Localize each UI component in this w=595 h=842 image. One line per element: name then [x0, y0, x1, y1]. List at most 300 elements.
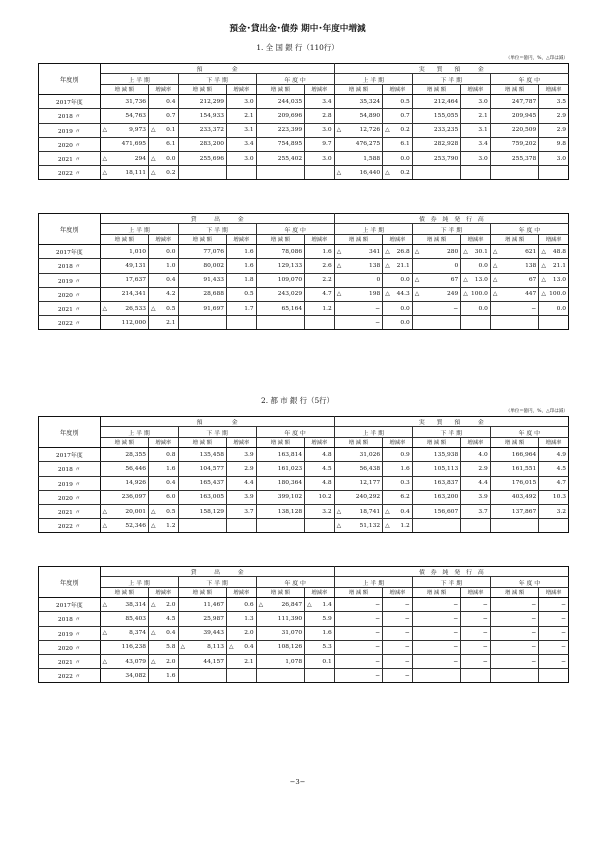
period-header: 下 半 期	[178, 427, 256, 437]
cell-value: 6.1	[166, 141, 176, 148]
cell-value: 4.4	[244, 480, 254, 487]
rate-cell	[539, 612, 569, 626]
amount-cell	[334, 245, 382, 259]
cell-value: 4.5	[166, 615, 176, 622]
cell-value: 112,000	[121, 319, 146, 326]
cell-value: 403,492	[511, 494, 537, 501]
rate-cell	[148, 137, 178, 151]
period-header: 上 半 期	[334, 74, 412, 84]
cell-value: 0.4	[400, 508, 410, 515]
cell-value: 283,200	[199, 141, 225, 148]
cell-value: 0.4	[166, 98, 176, 105]
rate-cell	[539, 476, 569, 490]
rate-header: 増減率	[539, 234, 569, 244]
amount-cell	[256, 151, 304, 165]
amount-cell	[412, 151, 460, 165]
rate-cell	[305, 166, 335, 180]
rate-cell	[305, 654, 335, 668]
cell-value: 54,890	[359, 112, 381, 119]
cell-value: 294	[134, 155, 146, 162]
rate-header: 増減率	[305, 437, 335, 447]
year-cell: 2019 〃	[39, 476, 101, 490]
amount-header: 増 減 額	[178, 587, 226, 597]
rate-cell	[383, 151, 413, 165]
amount-cell	[490, 245, 538, 259]
amount-cell	[412, 598, 460, 612]
amount-cell	[256, 504, 304, 518]
table-row	[39, 287, 569, 301]
cell-value: 43,079	[125, 658, 146, 665]
rate-cell	[148, 166, 178, 180]
cell-value: 1.6	[244, 262, 254, 269]
rate-cell	[461, 95, 491, 109]
cell-value: 476,275	[355, 141, 381, 148]
amount-cell	[412, 626, 460, 640]
cell-value: 233,235	[433, 127, 459, 134]
section-heading-all-banks: 1. 全 国 銀 行（110行）	[256, 43, 339, 52]
group-header: 貸 出 金	[100, 567, 334, 577]
cell-value: −	[453, 305, 459, 312]
cell-value: −	[482, 630, 488, 637]
cell-value: 0.0	[478, 262, 488, 269]
amount-cell	[412, 95, 460, 109]
period-header: 上 半 期	[100, 577, 178, 587]
rate-cell	[305, 640, 335, 654]
year-cell: 2020 〃	[39, 137, 101, 151]
cell-value: 447	[525, 291, 537, 298]
cell-value: −	[404, 672, 410, 679]
amount-cell	[100, 519, 148, 533]
cell-value: 1.6	[244, 248, 254, 255]
decrease-mark: △	[336, 248, 342, 255]
rate-cell	[461, 259, 491, 273]
amount-cell	[178, 640, 226, 654]
cell-value: 44.3	[396, 291, 410, 298]
amount-cell	[412, 273, 460, 287]
cell-value: −	[561, 658, 566, 665]
rate-cell	[227, 316, 257, 330]
decrease-mark: △	[463, 277, 468, 284]
cell-value: 13.0	[474, 277, 488, 284]
cell-value: 51,132	[359, 522, 381, 529]
group-header: 預 金	[100, 64, 334, 74]
amount-cell	[412, 316, 460, 330]
amount-header: 増 減 額	[412, 587, 460, 597]
decrease-mark: △	[463, 248, 468, 255]
cell-value: 0.0	[166, 155, 176, 162]
cell-value: 3.4	[322, 98, 332, 105]
rate-cell	[383, 519, 413, 533]
period-header: 年 度 中	[490, 577, 568, 587]
amount-cell	[490, 316, 538, 330]
rate-cell	[461, 137, 491, 151]
cell-value: 3.2	[556, 508, 566, 515]
cell-value: 0.4	[166, 480, 176, 487]
amount-cell	[256, 301, 304, 315]
cell-value: −	[531, 615, 537, 622]
rate-cell	[461, 123, 491, 137]
cell-value: 108,126	[277, 644, 303, 651]
rate-cell	[305, 519, 335, 533]
table-row	[39, 476, 569, 490]
cell-value: −	[531, 658, 537, 665]
amount-cell	[490, 504, 538, 518]
cell-value: 163,200	[433, 494, 459, 501]
amount-cell	[334, 166, 382, 180]
cell-value: 236,097	[121, 494, 146, 501]
amount-header: 増 減 額	[334, 437, 382, 447]
all-banks-loans-bonds-table	[38, 213, 569, 330]
rate-cell	[305, 316, 335, 330]
rate-cell	[539, 626, 569, 640]
rate-cell	[461, 109, 491, 123]
cell-value: 161,023	[277, 465, 303, 472]
cell-value: 5.3	[322, 644, 332, 651]
rate-cell	[227, 273, 257, 287]
rate-cell	[227, 287, 257, 301]
cell-value: 180,364	[277, 480, 303, 487]
rate-header: 増減率	[148, 84, 178, 94]
cell-value: 2.6	[322, 262, 332, 269]
table-row	[39, 462, 569, 476]
cell-value: 223,399	[277, 127, 303, 134]
rate-cell	[383, 626, 413, 640]
decrease-mark: △	[102, 522, 108, 529]
corner-header: 年度別	[39, 214, 101, 245]
table-row	[39, 245, 569, 259]
table-row	[39, 123, 569, 137]
rate-cell	[539, 448, 569, 462]
rate-cell	[227, 504, 257, 518]
rate-cell	[383, 598, 413, 612]
period-header: 上 半 期	[100, 74, 178, 84]
cell-value: 0.0	[478, 305, 488, 312]
rate-cell	[148, 462, 178, 476]
cell-value: 56,438	[359, 465, 381, 472]
decrease-mark: △	[307, 601, 312, 608]
table-row	[39, 301, 569, 315]
decrease-mark: △	[414, 291, 420, 298]
cell-value: −	[453, 658, 459, 665]
period-header: 上 半 期	[334, 427, 412, 437]
decrease-mark: △	[336, 169, 342, 176]
rate-header: 増減率	[539, 84, 569, 94]
amount-header: 増 減 額	[490, 234, 538, 244]
amount-cell	[100, 448, 148, 462]
cell-value: 80,002	[203, 262, 225, 269]
cell-value: −	[482, 658, 488, 665]
amount-cell	[490, 640, 538, 654]
amount-cell	[256, 166, 304, 180]
cell-value: 4.9	[556, 451, 566, 458]
rate-cell	[305, 669, 335, 683]
cell-value: 1.8	[244, 277, 254, 284]
amount-cell	[334, 476, 382, 490]
amount-cell	[178, 462, 226, 476]
cell-value: 4.4	[478, 480, 488, 487]
cell-value: −	[561, 601, 566, 608]
amount-cell	[256, 476, 304, 490]
rate-cell	[305, 245, 335, 259]
table-row	[39, 598, 569, 612]
cell-value: 26,847	[281, 601, 303, 608]
cell-value: 1.3	[244, 615, 254, 622]
cell-value: 0.7	[166, 112, 176, 119]
cell-value: 77,076	[203, 248, 225, 255]
amount-cell	[178, 490, 226, 504]
cell-value: 137,867	[511, 508, 537, 515]
cell-value: 209,696	[277, 112, 303, 119]
cell-value: 4.7	[556, 480, 566, 487]
amount-cell	[412, 166, 460, 180]
rate-cell	[148, 519, 178, 533]
rate-cell	[227, 151, 257, 165]
rate-cell	[148, 504, 178, 518]
rate-cell	[539, 259, 569, 273]
cell-value: 0.0	[400, 319, 410, 326]
cell-value: −	[531, 644, 537, 651]
year-cell: 2019 〃	[39, 123, 101, 137]
year-cell: 2021 〃	[39, 504, 101, 518]
group-header: 債 券 純 発 行 高	[334, 214, 568, 224]
cell-value: 2.9	[556, 112, 566, 119]
rate-header: 増減率	[461, 84, 491, 94]
cell-value: 163,005	[199, 494, 225, 501]
rate-header: 増減率	[461, 234, 491, 244]
cell-value: 13.0	[552, 277, 566, 284]
decrease-mark: △	[150, 169, 156, 176]
amount-cell	[178, 287, 226, 301]
amount-cell	[100, 640, 148, 654]
rate-cell	[305, 626, 335, 640]
decrease-mark: △	[102, 127, 108, 134]
cell-value: 28,355	[125, 451, 146, 458]
year-cell: 2019 〃	[39, 273, 101, 287]
cell-value: 10.3	[552, 494, 566, 501]
rate-cell	[461, 476, 491, 490]
rate-cell	[148, 151, 178, 165]
cell-value: 0.2	[400, 127, 410, 134]
cell-value: 2.9	[478, 465, 488, 472]
year-cell: 2022 〃	[39, 669, 101, 683]
period-header: 上 半 期	[334, 577, 412, 587]
year-cell: 2020 〃	[39, 640, 101, 654]
cell-value: −	[404, 658, 410, 665]
cell-value: 0.4	[244, 644, 254, 651]
rate-cell	[461, 273, 491, 287]
cell-value: 282,928	[433, 141, 459, 148]
cell-value: 0.0	[400, 277, 410, 284]
cell-value: −	[375, 601, 381, 608]
cell-value: 3.2	[322, 508, 332, 515]
table-row	[39, 640, 569, 654]
cell-value: −	[375, 319, 381, 326]
period-header: 年 度 中	[256, 577, 334, 587]
group-header: 預 金	[100, 417, 334, 427]
rate-cell	[227, 259, 257, 273]
cell-value: 0.5	[400, 98, 410, 105]
decrease-mark: △	[336, 291, 342, 298]
rate-header: 増減率	[383, 437, 413, 447]
amount-cell	[100, 137, 148, 151]
amount-cell	[334, 669, 382, 683]
cell-value: 214,341	[121, 291, 146, 298]
amount-cell	[490, 287, 538, 301]
cell-value: 2.1	[166, 319, 176, 326]
cell-value: 52,346	[125, 522, 146, 529]
amount-header: 増 減 額	[178, 234, 226, 244]
rate-cell	[539, 95, 569, 109]
amount-cell	[334, 273, 382, 287]
rate-cell	[539, 287, 569, 301]
rate-cell	[305, 151, 335, 165]
cell-value: 1.7	[244, 305, 254, 312]
cell-value: −	[375, 644, 381, 651]
cell-value: 4.8	[322, 451, 332, 458]
year-cell: 2020 〃	[39, 287, 101, 301]
decrease-mark: △	[150, 522, 156, 529]
cell-value: 1,078	[285, 658, 303, 665]
amount-header: 増 減 額	[100, 84, 148, 94]
amount-cell	[412, 490, 460, 504]
amount-cell	[256, 654, 304, 668]
rate-cell	[383, 448, 413, 462]
cell-value: 255,402	[277, 155, 303, 162]
cell-value: 21.1	[396, 262, 410, 269]
amount-cell	[490, 626, 538, 640]
rate-header: 増減率	[305, 84, 335, 94]
amount-cell	[100, 654, 148, 668]
cell-value: 154,933	[199, 112, 225, 119]
all-banks-deposits-table	[38, 63, 569, 180]
amount-cell	[334, 151, 382, 165]
year-cell: 2017年度	[39, 245, 101, 259]
period-header: 上 半 期	[100, 427, 178, 437]
amount-cell	[256, 669, 304, 683]
decrease-mark: △	[492, 291, 498, 298]
cell-value: 3.0	[478, 155, 488, 162]
cell-value: 26.8	[396, 248, 410, 255]
amount-cell	[256, 519, 304, 533]
rate-cell	[227, 490, 257, 504]
amount-cell	[412, 504, 460, 518]
amount-cell	[412, 109, 460, 123]
rate-cell	[148, 259, 178, 273]
rate-cell	[148, 490, 178, 504]
period-header: 上 半 期	[334, 224, 412, 234]
rate-cell	[461, 626, 491, 640]
rate-cell	[383, 273, 413, 287]
amount-cell	[490, 151, 538, 165]
group-header: 実 質 預 金	[334, 417, 568, 427]
cell-value: 78,086	[281, 248, 303, 255]
rate-cell	[539, 301, 569, 315]
cell-value: 1,588	[363, 155, 381, 162]
rate-cell	[539, 462, 569, 476]
rate-cell	[227, 448, 257, 462]
rate-header: 増減率	[461, 437, 491, 447]
decrease-mark: △	[385, 127, 390, 134]
amount-cell	[256, 598, 304, 612]
decrease-mark: △	[102, 155, 108, 162]
cell-value: 0.2	[400, 169, 410, 176]
rate-header: 増減率	[305, 587, 335, 597]
cell-value: 0.5	[166, 305, 176, 312]
cell-value: 3.9	[244, 451, 254, 458]
amount-cell	[178, 123, 226, 137]
cell-value: 2.8	[322, 112, 332, 119]
rate-cell	[461, 166, 491, 180]
amount-cell	[490, 137, 538, 151]
cell-value: 3.1	[244, 127, 254, 134]
amount-header: 増 減 額	[412, 84, 460, 94]
cell-value: 1.0	[166, 262, 176, 269]
amount-cell	[178, 259, 226, 273]
rate-cell	[461, 287, 491, 301]
rate-header: 増減率	[461, 587, 491, 597]
cell-value: −	[453, 615, 459, 622]
rate-cell	[148, 95, 178, 109]
cell-value: 155,055	[433, 112, 459, 119]
cell-value: 212,464	[433, 98, 459, 105]
cell-value: 28,688	[203, 291, 225, 298]
amount-cell	[334, 287, 382, 301]
rate-cell	[227, 626, 257, 640]
rate-cell	[539, 316, 569, 330]
amount-cell	[100, 316, 148, 330]
amount-cell	[412, 259, 460, 273]
rate-cell	[539, 519, 569, 533]
rate-cell	[227, 669, 257, 683]
rate-cell	[383, 654, 413, 668]
rate-cell	[539, 273, 569, 287]
year-cell: 2021 〃	[39, 151, 101, 165]
rate-cell	[461, 490, 491, 504]
rate-cell	[539, 640, 569, 654]
cell-value: 255,378	[511, 155, 537, 162]
table-row	[39, 504, 569, 518]
cell-value: 12,726	[359, 127, 381, 134]
period-header: 年 度 中	[490, 224, 568, 234]
amount-cell	[256, 448, 304, 462]
rate-cell	[305, 123, 335, 137]
amount-cell	[334, 490, 382, 504]
cell-value: 100.0	[470, 291, 488, 298]
rate-cell	[305, 476, 335, 490]
table-row	[39, 612, 569, 626]
amount-cell	[334, 612, 382, 626]
amount-header: 増 減 額	[334, 234, 382, 244]
year-cell: 2019 〃	[39, 626, 101, 640]
cell-value: 2.2	[322, 277, 332, 284]
rate-cell	[148, 626, 178, 640]
cell-value: −	[531, 305, 537, 312]
period-header: 年 度 中	[256, 427, 334, 437]
rate-cell	[383, 612, 413, 626]
rate-cell	[305, 598, 335, 612]
cell-value: 1.6	[166, 465, 176, 472]
amount-cell	[100, 598, 148, 612]
group-header: 債 券 純 発 行 高	[334, 567, 568, 577]
decrease-mark: △	[385, 248, 390, 255]
cell-value: 54,763	[125, 112, 146, 119]
table-row	[39, 519, 569, 533]
decrease-mark: △	[336, 262, 342, 269]
rate-header: 増減率	[227, 234, 257, 244]
period-header: 下 半 期	[178, 577, 256, 587]
amount-cell	[178, 316, 226, 330]
rate-header: 増減率	[148, 437, 178, 447]
